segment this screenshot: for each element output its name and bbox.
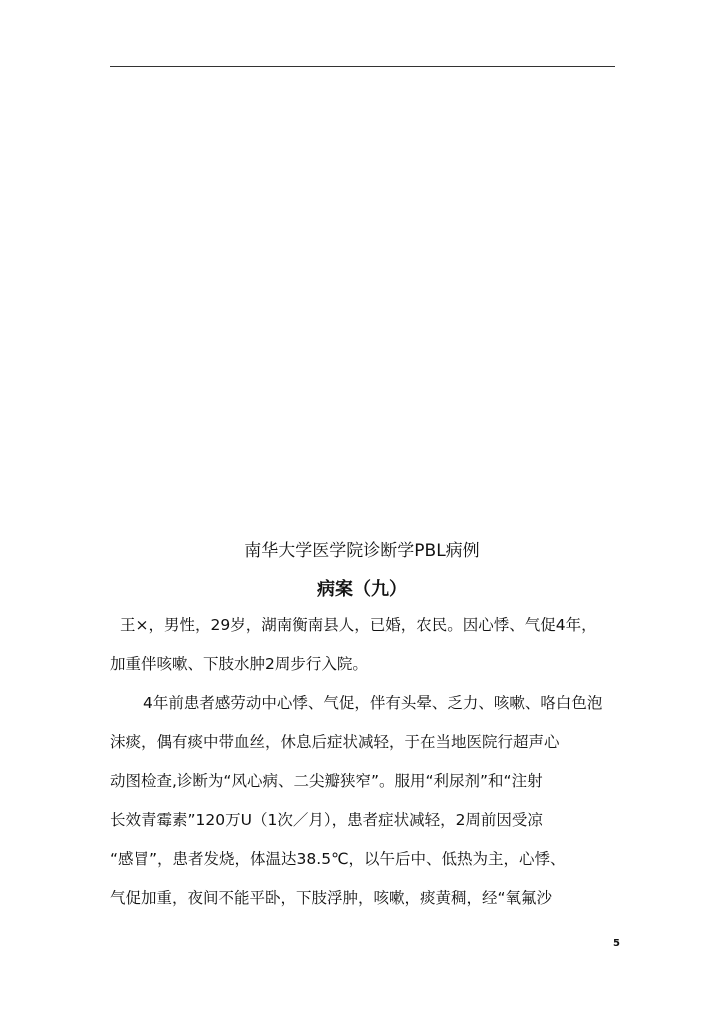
body-line-4: 沫痰，偶有痰中带血丝，休息后症状减轻，于在当地医院行超声心 [110,733,560,751]
body-line-1: 王×，男性，29岁，湖南衡南县人，已婚，农民。因心悸、气促4年， [120,616,597,634]
body-line-6: 长效青霉素”120万U（1次／月），患者症状减轻，2周前因受凉 [110,811,543,829]
body-line-7: “感冒”，患者发烧，体温达38.5℃，以午后中、低热为主，心悸、 [110,850,566,868]
body-line-8: 气促加重，夜间不能平卧，下肢浮肿，咳嗽，痰黄稠，经“氧氟沙 [110,889,553,907]
body-line-2: 加重伴咳嗽、下肢水肿2周步行入院。 [110,655,368,673]
header-rule [110,66,615,67]
case-title: 病案（九） [317,579,407,600]
page-number: 5 [613,938,620,949]
document-title: 南华大学医学院诊断学PBL病例 [244,541,480,561]
body-line-3: 4年前患者感劳动中心悸、气促，伴有头晕、乏力、咳嗽、咯白色泡 [143,694,603,712]
body-line-5: 动图检查,诊断为“风心病、二尖瓣狭窄”。服用“利尿剂”和“注射 [110,772,543,790]
